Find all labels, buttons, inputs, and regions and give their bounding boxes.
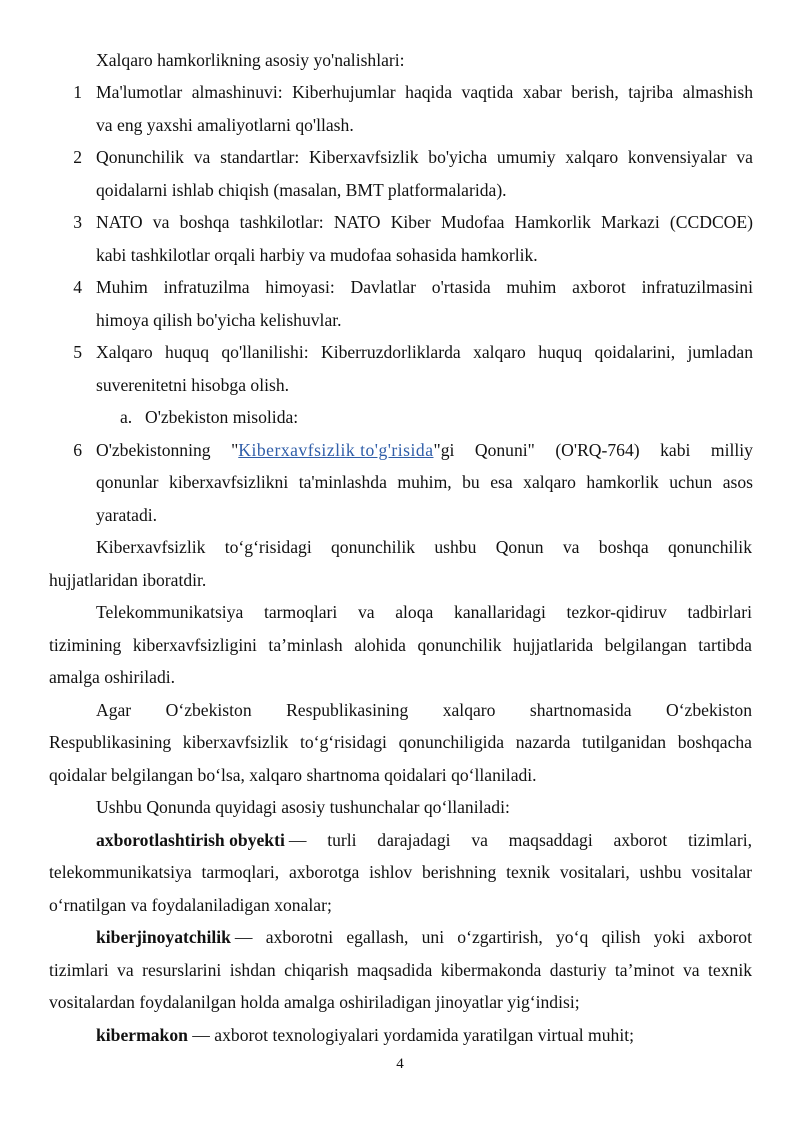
intro-text: Xalqaro hamkorlikning asosiy yo'nalishlari: [96, 50, 405, 70]
paragraph-text: Telekommunikatsiya tarmoqlari va aloqa kanallaridagi tezkor-qidiruv tadbirlari [96, 602, 752, 622]
definition-term: axborotlashtirish obyekti [96, 830, 285, 850]
paragraph-text: Ushbu Qonunda quyidagi asosiy tushunchalar qo‘llaniladi: [96, 797, 510, 817]
list-item-text: Qonunchilik va standartlar: Kiberxavfsizlik bo'yicha umumiy xalqaro konvensiyalar va [96, 147, 753, 167]
definition-line [96, 1019, 634, 1052]
list-item-text: qonunlar kiberxavfsizlikni ta'minlashda muhim, bu esa xalqaro hamkorlik uchun asos [96, 472, 753, 492]
list-number: 3 [73, 212, 82, 232]
item6-word-4: (O'RQ-764) [555, 440, 640, 460]
paragraph-text: tizimining kiberxavfsizligini ta’minlash alohida qonunchilik hujjatlarida belgilangan tartibda [49, 635, 752, 655]
page-number: 4 [396, 1056, 404, 1072]
paragraph-text: qoidalar belgilangan bo‘lsa, xalqaro shartnoma qoidalari qo‘llaniladi. [49, 765, 537, 785]
item6-word-5: kabi [660, 440, 691, 460]
list-item-text: yaratadi. [96, 505, 158, 525]
list-item-text: kabi tashkilotlar orqali harbiy va mudofaa sohasida hamkorlik. [96, 245, 538, 265]
sub-item-letter: a. [120, 407, 133, 427]
law-link[interactable]: Kiberxavfsizlik to'g'risida [238, 440, 434, 460]
list-item-text: Ma'lumotlar almashinuvi: Kiberhujumlar haqida vaqtida xabar berish, tajriba almashish [96, 82, 753, 102]
list-number: 5 [73, 342, 82, 362]
sub-item-text: O'zbekiston misolida: [145, 407, 299, 427]
definition-text: tizimlari va resurslarini ishdan chiqarish maqsadida kibermakonda dasturiy ta’minot va texnik [49, 960, 752, 980]
definition-text: vositalardan foydalanilgan holda amalga oshiriladigan jinoyatlar yig‘indisi; [49, 992, 580, 1012]
list-number: 1 [73, 82, 82, 102]
list-item-text: Muhim infratuzilma himoyasi: Davlatlar o'rtasida muhim axborot infratuzilmasini [96, 277, 753, 297]
item6-word-1: O'zbekistonning [96, 440, 211, 460]
list-item-text: suverenitetni hisobga olish. [96, 375, 290, 395]
item6-word-3: Qonuni" [474, 440, 535, 460]
definition-text: o‘rnatilgan va foydalaniladigan xonalar; [49, 895, 332, 915]
definition-rest: — axborot texnologiyalari yordamida yaratilgan virtual muhit; [187, 1025, 634, 1045]
paragraph-text: Kiberxavfsizlik to‘g‘risidagi qonunchilik ushbu Qonun va boshqa qonunchilik [96, 537, 752, 557]
paragraph-text: Respublikasining kiberxavfsizlik to‘g‘risidagi qonunchiligida nazarda tutilganidan boshqacha [49, 732, 752, 752]
list-number: 4 [73, 277, 82, 297]
definition-rest: — axborotni egallash, uni o‘zgartirish, yo‘q qilish yoki axborot [234, 927, 752, 947]
definition-term: kibermakon [96, 1025, 188, 1045]
list-number: 6 [73, 440, 82, 460]
definition-line [96, 824, 752, 857]
definition-line [96, 921, 752, 954]
list-number: 2 [73, 147, 82, 167]
definition-text: telekommunikatsiya tarmoqlari, axborotga ishlov berishning texnik vositalari, ushbu vositalar [49, 862, 752, 882]
item6-word-6: milliy [710, 440, 753, 460]
definition-rest: — turli darajadagi va maqsaddagi axborot tizimlari, [288, 830, 752, 850]
item6-link-group: "Kiberxavfsizlik to'g'risida"gi [231, 440, 455, 460]
list-item-text: NATO va boshqa tashkilotlar: NATO Kiber Mudofaa Hamkorlik Markazi (CCDCOE) [96, 212, 753, 232]
list-item-text: va eng yaxshi amaliyotlarni qo'llash. [96, 115, 354, 135]
list-item-text: himoya qilish bo'yicha kelishuvlar. [96, 310, 342, 330]
list-item-text: qoidalarni ishlab chiqish (masalan, BMT platformalarida). [96, 180, 507, 200]
paragraph-text: hujjatlaridan iboratdir. [49, 570, 207, 590]
paragraph-text: amalga oshiriladi. [49, 667, 176, 687]
definition-term: kiberjinoyatchilik [96, 927, 231, 947]
list-item-text [96, 434, 753, 467]
paragraph-text: Agar O‘zbekiston Respublikasining xalqaro shartnomasida O‘zbekiston [96, 700, 752, 720]
list-item-text: Xalqaro huquq qo'llanilishi: Kiberruzdorliklarda xalqaro huquq qoidalarini, jumladan [96, 342, 753, 362]
